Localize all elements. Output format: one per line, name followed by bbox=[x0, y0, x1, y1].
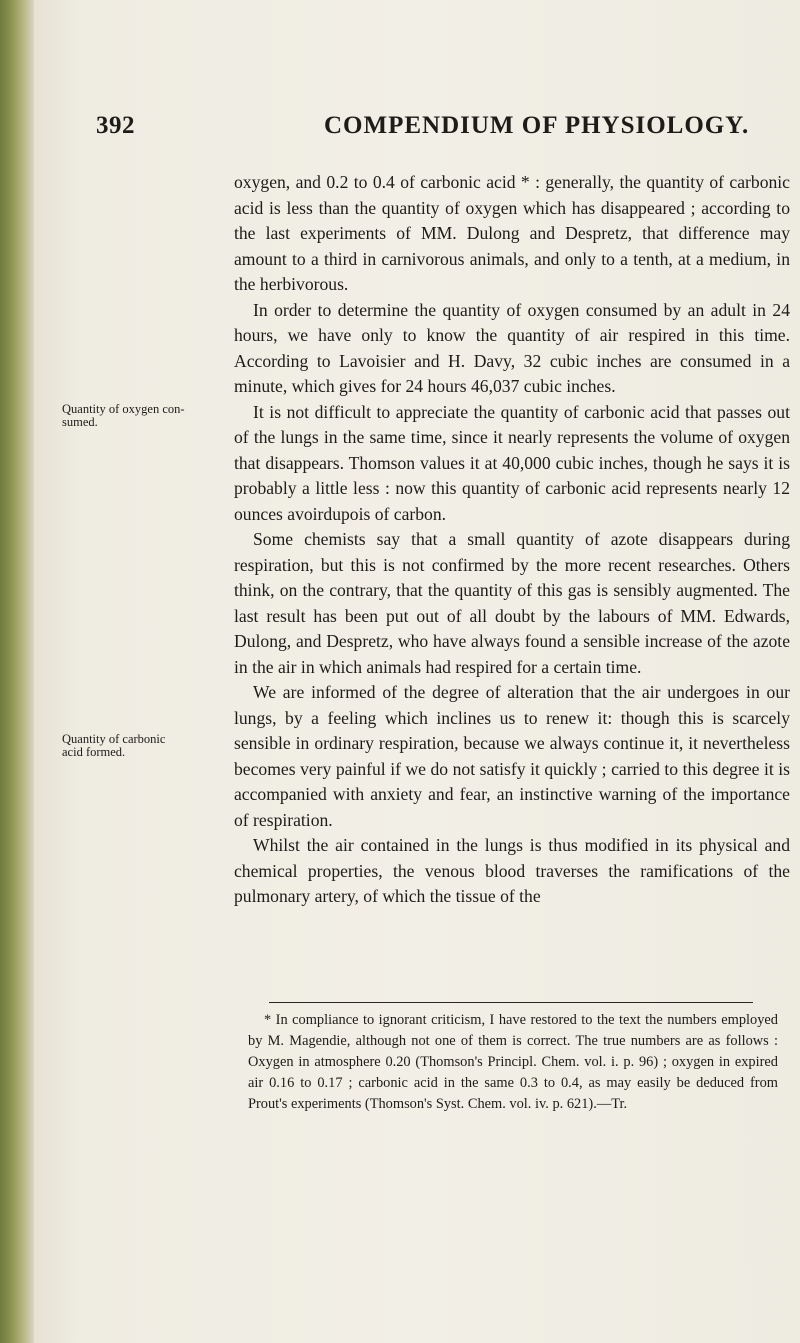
paragraph: Some chemists say that a small quantity of azote disappears during respiration, but this is not confirmed by the more recent researches. Others think, on the contrary, that the quantity of this gas is sensibly augmented. The last result has been put out of all doubt by the labours of MM. Edwards, Dulong, and Despretz, who have always found a sensible increase of the azote in the air in which animals had respired for a certain time. bbox=[234, 529, 790, 677]
footnote-text: * In compliance to ignorant criticism, I have restored to the text the numbers employed by M. Magendie, although not one of them is correct. The true numbers are as follows : Oxygen in atmosphere 0.20 (Thomson's Principl. Chem. vol. i. p. 96) ; oxygen in expired air 0.16 to 0.17 ; carbonic acid in the same 0.3 to 0.4, as may easily be deduced from Prout's experiments (Thomson's Syst. Chem. vol. iv. p. 621).—Tr. bbox=[248, 1012, 778, 1112]
footnote bbox=[248, 1010, 778, 1115]
paragraph: In order to determine the quantity of oxygen consumed by an adult in 24 hours, we have only to know the quantity of air respired in this time. According to Lavoisier and H. Davy, 32 cubic inches are consumed in a minute, which gives for 24 hours 46,037 cubic inches. bbox=[234, 299, 790, 396]
margin-note-carbonic-acid-formed: Quantity of carbonic acid formed. bbox=[62, 732, 166, 759]
paragraph: We are informed of the degree of alteration that the air undergoes in our lungs, by a feeling which inclines us to renew it: though this is scarcely sensible in ordinary respiration, because we always continue it, it nevertheless becomes very painful if we do not satisfy it quickly ; carried to this degree it is accompanied with anxiety and fear, an instinctive warning of the importance of respiration. bbox=[234, 682, 790, 830]
paragraph: It is not difficult to appreciate the quantity of carbonic acid that passes out of the lungs in the same time, since it nearly represents the volume of oxygen that disappears. Thomson values it at 40,000 cubic inches, though he says it is probably a little less : now this quantity of carbonic acid represents nearly 12 ounces avoirdupois of carbon. bbox=[234, 401, 790, 524]
book-spine-edge bbox=[0, 0, 34, 1343]
paragraph: Whilst the air contained in the lungs is thus modified in its physical and chemical properties, the venous blood traverses the ramifications of the pulmonary artery, of which the tissue of the bbox=[234, 835, 790, 906]
page-header bbox=[34, 112, 800, 146]
margin-note-oxygen-consumed: Quantity of oxygen con-sumed. bbox=[62, 402, 185, 429]
footnote-divider bbox=[269, 1002, 753, 1003]
page-number: 392 bbox=[96, 112, 135, 139]
paragraph: oxygen, and 0.2 to 0.4 of carbonic acid * : generally, the quantity of carbonic acid is less than the quantity of oxygen which has disappeared ; according to the last experiments of MM. Dulong and Despretz, that difference may amount to a third in carnivorous animals, and only to a tenth, at a medium, in the herbivorous. bbox=[234, 172, 790, 294]
running-title: COMPENDIUM OF PHYSIOLOGY. bbox=[324, 112, 750, 139]
body-text bbox=[234, 170, 790, 910]
book-page bbox=[34, 0, 800, 1343]
